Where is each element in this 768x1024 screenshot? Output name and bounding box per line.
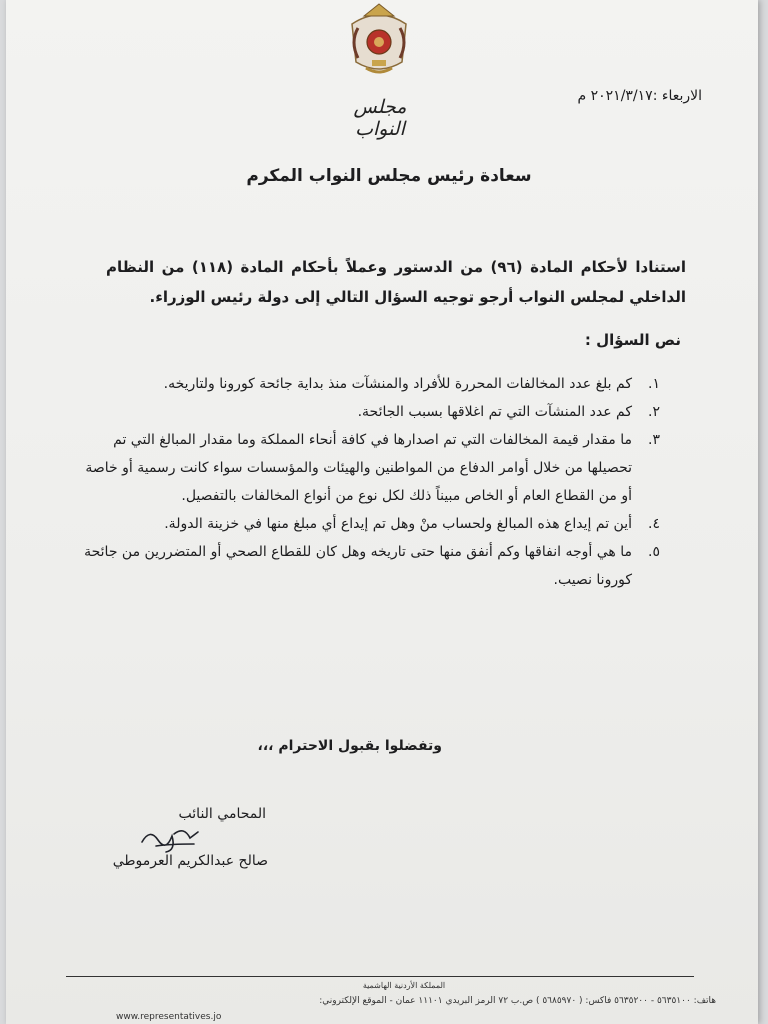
item-number: ١. [648,376,660,392]
item-text: كم بلغ عدد المخالفات المحررة للأفراد والمنشآت منذ بداية جائحة كورونا ولتاريخه. [163,376,632,392]
signer-title: المحامي النائب [178,806,266,822]
footer-emblem-text: المملكة الأردنية الهاشمية [362,981,446,990]
salutation: سعادة رئيس مجلس النواب المكرم [246,166,532,186]
intro-paragraph: استنادا لأحكام المادة (٩٦) من الدستور وعملاً بأحكام المادة (١١٨) من النظام الداخلي لمجلس النواب أرجو توجيه السؤال التالي إلى دولة رئيس الوزراء. [106,258,686,306]
question-heading: نص السؤال : [584,331,681,349]
jordan-coat-of-arms-icon [342,2,416,80]
letter-page [6,0,758,1024]
item-text: أين تم إيداع هذه المبالغ ولحساب منْ وهل تم إيداع أي مبلغ منها في خزينة الدولة. [164,516,632,532]
questions-list [72,370,660,594]
item-number: ٣. [648,432,660,448]
item-number: ٢. [648,404,660,420]
closing-line: وتفضلوا بقبول الاحترام ،،، [257,738,442,754]
footer-contact-info: هاتف: ٥٦٣٥١٠٠ - ٥٦٣٥٢٠٠ فاكس: ( ٥٦٨٥٩٧٠ ) ص.ب ٧٢ الرمز البريدي ١١١٠١ عمان - الموقع الإلكتروني: [319,996,716,1006]
item-text: ما مقدار قيمة المخالفات التي تم اصدارها في كافة أنحاء المملكة وما مقدار المبالغ التي تم تحصيلها من خلال أوامر الدفاع من المواطنين والهيئات والمؤسسات سواء كانت رسمية أو خاصة أو من القطاع العام أو الخاص مبيناً ذلك لكل نوع من أنواع المخالفات بالتفصيل. [85,432,632,504]
list-item [72,538,660,594]
item-text: ما هي أوجه انفاقها وكم أنفق منها حتى تاريخه وهل كان للقطاع الصحي أو المتضررين من جائحة كورونا نصيب. [84,544,632,588]
footer-divider [66,976,694,977]
list-item [72,510,660,538]
signer-name: صالح عبدالكريم العرموطي [112,853,268,869]
list-item [72,370,660,398]
item-number: ٥. [648,544,660,560]
item-number: ٤. [648,516,660,532]
footer-website: www.representatives.jo [116,1012,222,1022]
list-item [72,398,660,426]
council-logo: مجلس النواب [353,96,407,140]
item-text: كم عدد المنشآت التي تم اغلاقها بسبب الجائحة. [357,404,632,420]
list-item [72,426,660,510]
letter-date: الاربعاء :٢٠٢١/٣/١٧ م [577,88,702,104]
